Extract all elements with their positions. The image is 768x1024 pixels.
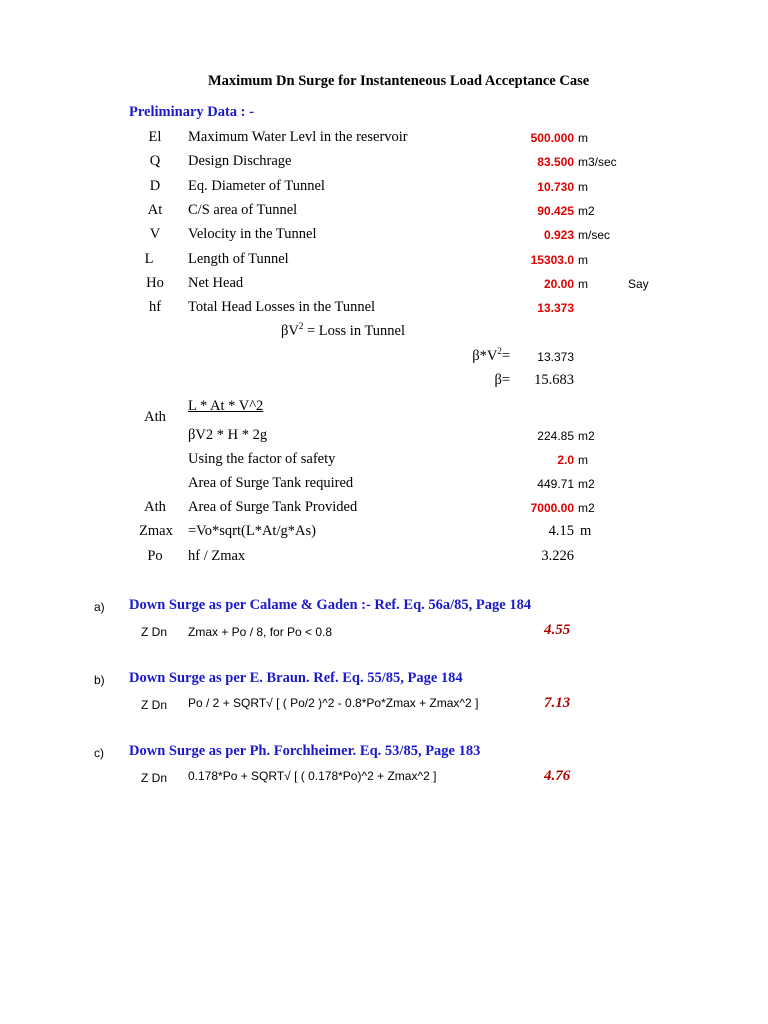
- surge-heading: Down Surge as per E. Braun. Ref. Eq. 55/85, Page 184: [129, 670, 463, 686]
- row-value: 13.373: [537, 301, 574, 315]
- beta-v2-value: 13.373: [537, 350, 574, 364]
- row-desc: Length of Tunnel: [188, 251, 289, 267]
- row-symbol: Ho: [146, 275, 164, 291]
- row-symbol: At: [147, 202, 163, 218]
- row-unit: m/sec: [578, 228, 611, 242]
- ath-required-value: 224.85: [537, 429, 574, 443]
- surge-symbol: Z Dn: [141, 625, 168, 639]
- row-desc: Total Head Losses in the Tunnel: [188, 299, 376, 315]
- ath-required-unit: m2: [578, 429, 595, 443]
- ath2-symbol: Ath: [144, 499, 166, 515]
- surge-heading: Down Surge as per Ph. Forchheimer. Eq. 53/85, Page 183: [129, 743, 481, 759]
- zmax-symbol: Zmax: [139, 523, 173, 539]
- area-required-value: 449.71: [537, 477, 574, 491]
- row-unit: m: [578, 253, 588, 267]
- row-unit: m: [578, 180, 588, 194]
- row-unit: m2: [578, 204, 595, 218]
- ath-numerator: L * At * V^2: [188, 398, 264, 414]
- row-value: 15303.0: [530, 253, 574, 267]
- loss-label: $\beta V^2$ = Loss in Tunnel: [281, 321, 406, 339]
- surge-result: 4.76: [544, 768, 571, 784]
- row-value: 10.730: [537, 180, 574, 194]
- row-desc: Net Head: [188, 275, 244, 291]
- row-symbol: V: [149, 226, 161, 242]
- row-symbol: L: [144, 251, 154, 267]
- row-value: 0.923: [543, 228, 574, 242]
- beta-label: β=: [494, 372, 510, 388]
- row-value: 20.00: [543, 277, 574, 291]
- po-formula: hf / Zmax: [188, 548, 246, 564]
- row-value: 500.000: [530, 131, 574, 145]
- surge-formula: Po / 2 + SQRT√ [ ( Po/2 )^2 - 0.8*Po*Zmax + Zmax^2 ]: [188, 696, 479, 710]
- zmax-value: 4.15: [548, 523, 574, 539]
- row-value: 83.500: [537, 155, 574, 169]
- po-symbol: Po: [147, 548, 163, 564]
- area-provided-label: Area of Surge Tank Provided: [188, 499, 358, 515]
- row-note: Say: [628, 277, 649, 291]
- surge-letter: b): [94, 673, 105, 687]
- fos-unit: m: [578, 453, 588, 467]
- surge-result: 7.13: [544, 695, 571, 711]
- surge-heading: Down Surge as per Calame & Gaden :- Ref. Eq. 56a/85, Page 184: [129, 597, 532, 613]
- row-unit: m: [578, 131, 588, 145]
- row-desc: Maximum Water Levl in the reservoir: [188, 129, 408, 145]
- row-symbol: Q: [149, 153, 161, 169]
- preliminary-heading: Preliminary Data : -: [129, 104, 254, 120]
- surge-symbol: Z Dn: [141, 771, 168, 785]
- zmax-formula: =Vo*sqrt(L*At/g*As): [188, 523, 316, 539]
- surge-symbol: Z Dn: [141, 698, 168, 712]
- row-unit: m3/sec: [578, 155, 617, 169]
- fos-value: 2.0: [557, 453, 574, 467]
- zmax-unit: m: [580, 523, 592, 539]
- beta-value: 15.683: [534, 372, 574, 388]
- page-title: Maximum Dn Surge for Instanteneous Load Acceptance Case: [208, 73, 590, 89]
- beta-v2-label: $\beta*V^2=$: [472, 346, 510, 364]
- area-provided-value: 7000.00: [530, 501, 574, 515]
- row-symbol: El: [148, 129, 162, 145]
- row-symbol: D: [149, 178, 161, 194]
- row-desc: Design Dischrage: [188, 153, 292, 169]
- area-required-label: Area of Surge Tank required: [188, 475, 354, 491]
- surge-letter: c): [94, 746, 104, 760]
- row-desc: Eq. Diameter of Tunnel: [188, 178, 325, 194]
- row-desc: Velocity in the Tunnel: [188, 226, 317, 242]
- row-value: 90.425: [537, 204, 574, 218]
- row-unit: m: [578, 277, 588, 291]
- po-value: 3.226: [541, 548, 574, 564]
- area-provided-unit: m2: [578, 501, 595, 515]
- area-required-unit: m2: [578, 477, 595, 491]
- surge-formula: 0.178*Po + SQRT√ [ ( 0.178*Po)^2 + Zmax^2 ]: [188, 769, 437, 783]
- ath-denominator: βV2 * H * 2g: [188, 427, 268, 443]
- row-desc: C/S area of Tunnel: [188, 202, 298, 218]
- fos-label: Using the factor of safety: [188, 451, 336, 467]
- surge-formula: Zmax + Po / 8, for Po < 0.8: [188, 625, 333, 639]
- surge-result: 4.55: [544, 622, 571, 638]
- ath-symbol: Ath: [144, 409, 166, 425]
- surge-letter: a): [94, 600, 105, 614]
- row-symbol: hf: [148, 299, 162, 315]
